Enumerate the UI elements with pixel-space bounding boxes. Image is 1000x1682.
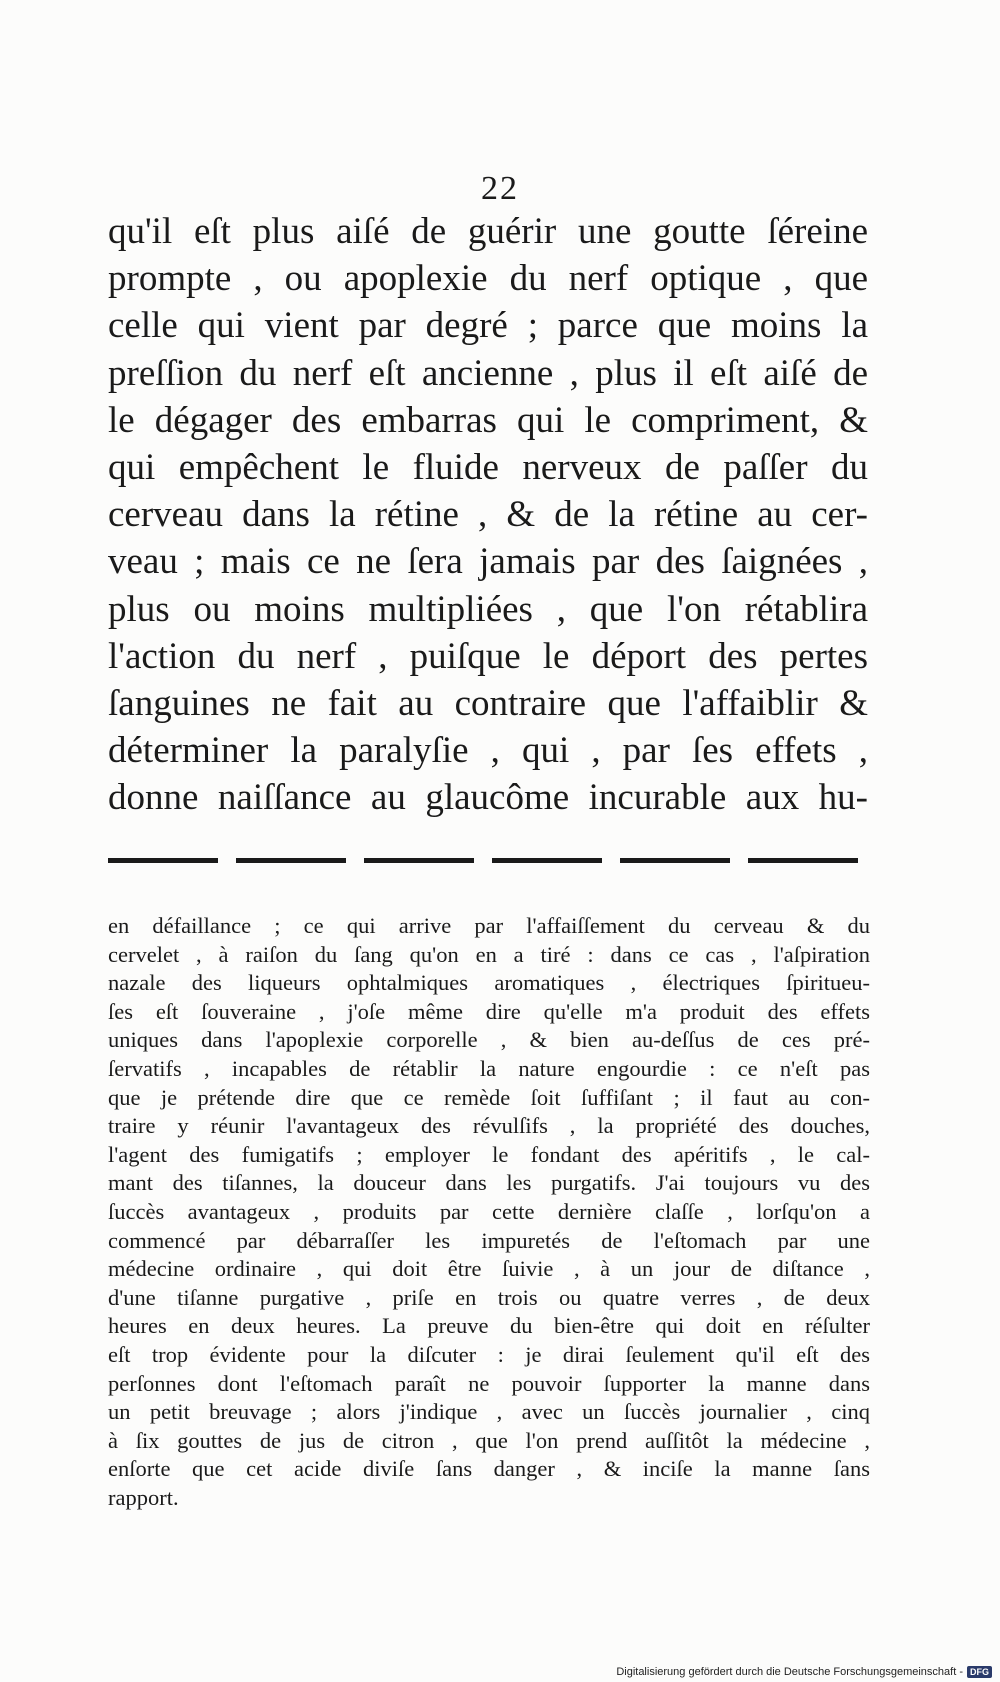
footnote-line: cervelet , à raiſon du ſang qu'on en a tiré : dans ce cas , l'aſpiration — [108, 941, 870, 967]
footnote-line: en défaillance ; ce qui arrive par l'affaiſſement du cerveau & du — [108, 913, 870, 938]
main-text-line: plus ou moins multipliées , que l'on rétablira — [108, 588, 868, 630]
main-text-line: donne naiſſance au glaucôme incurable aux hu- — [108, 777, 868, 819]
main-text-line: l'action du nerf , puiſque le déport des pertes — [108, 635, 868, 677]
footnote-line: l'agent des fumigatifs ; employer le fondant des apéritifs , le cal- — [108, 1141, 870, 1167]
digitization-credit — [616, 1666, 992, 1678]
footnote-line: eſt trop évidente pour la diſcuter : je dirai ſeulement qu'il eſt des — [108, 1341, 870, 1367]
footnote-line: heures en deux heures. La preuve du bien-être qui doit en réſulter — [108, 1313, 870, 1339]
footnote-line: ſervatifs , incapables de rétablir la nature engourdie : ce n'eſt pas — [108, 1055, 870, 1081]
footnote-line: que je prétende dire que ce remède ſoit ſuffiſant ; il faut au con- — [108, 1084, 870, 1110]
main-text-line: prompte , ou apoplexie du nerf optique , que — [108, 258, 868, 300]
footnote-line: mant des tiſannes, la douceur dans les purgatifs. J'ai toujours vu des — [108, 1170, 870, 1196]
footnote-line: d'une tiſanne purgative , priſe en trois ou quatre verres , de deux — [108, 1284, 870, 1310]
main-text-line: le dégager des embarras qui le compriment, & — [108, 399, 868, 441]
footnote-line: à ſix gouttes de jus de citron , que l'on prend auſſitôt la médecine , — [108, 1427, 870, 1453]
main-text-line: qu'il eſt plus aiſé de guérir une goutte ſéreine — [108, 211, 868, 252]
main-text-line: celle qui vient par degré ; parce que moins la — [108, 305, 868, 347]
footnote-line: un petit breuvage ; alors j'indique , avec un ſuccès journalier , cinq — [108, 1399, 870, 1425]
footnote-line: perſonnes dont l'eſtomach paraît ne pouvoir ſupporter la manne dans — [108, 1370, 870, 1396]
dfg-logo: DFG — [967, 1666, 992, 1678]
footnote-line: ſuccès avantageux , produits par cette dernière claſſe , lorſqu'on a — [108, 1198, 870, 1224]
page-number: 22 — [481, 170, 519, 207]
footnote-line: uniques dans l'apoplexie corporelle , & bien au-deſſus de ces pré- — [108, 1027, 870, 1053]
footnote-separator-rule — [108, 858, 858, 863]
footnote-line: ſes eſt ſouveraine , j'oſe même dire qu'elle m'a produit des effets — [108, 998, 870, 1024]
rule-segment — [492, 858, 602, 863]
rule-segment — [108, 858, 218, 863]
footnote-block — [108, 912, 870, 1512]
main-text-line: ſanguines ne fait au contraire que l'affaiblir & — [108, 682, 868, 724]
rule-segment — [748, 858, 858, 863]
rule-segment — [236, 858, 346, 863]
footnote-line: médecine ordinaire , qui doit être ſuivie , à un jour de diſtance , — [108, 1256, 870, 1282]
main-text-line: veau ; mais ce ne ſera jamais par des ſaignées , — [108, 541, 868, 583]
footnote-line: enſorte que cet acide diviſe ſans danger , & inciſe la manne ſans — [108, 1456, 870, 1482]
main-text-line: preſſion du nerf eſt ancienne , plus il eſt aiſé de — [108, 352, 868, 394]
footnote-line: rapport. — [108, 1484, 179, 1510]
rule-segment — [620, 858, 730, 863]
footnote-line: nazale des liqueurs ophtalmiques aromatiques , électriques ſpiritueu- — [108, 970, 870, 996]
main-text-line: cerveau dans la rétine , & de la rétine au cer- — [108, 494, 868, 536]
footnote-line: traire y réunir l'avantageux des révulſifs , la propriété des douches, — [108, 1113, 870, 1139]
footnote-line: commencé par débarraſſer les impuretés de l'eſtomach par une — [108, 1227, 870, 1253]
rule-segment — [364, 858, 474, 863]
main-text-line: qui empêchent le fluide nerveux de paſſer du — [108, 446, 868, 488]
main-text-line: déterminer la paralyſie , qui , par ſes effets , — [108, 730, 868, 772]
credit-text: Digitalisierung gefördert durch die Deutsche Forschungsgemeinschaft - — [616, 1666, 963, 1678]
main-text-block — [108, 208, 868, 821]
